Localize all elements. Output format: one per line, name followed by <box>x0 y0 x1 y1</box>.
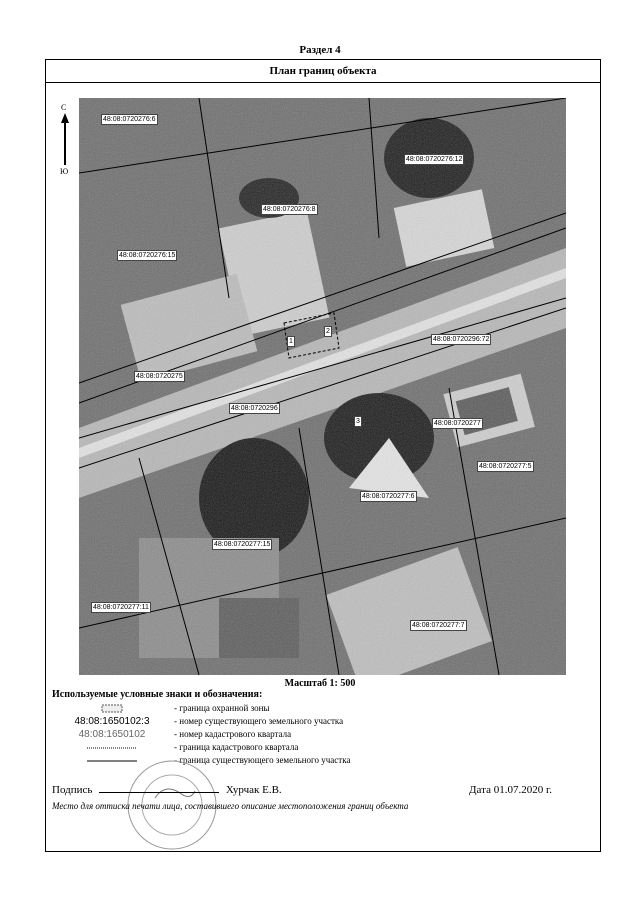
protection-zone-symbol <box>52 703 172 714</box>
compass <box>58 103 72 178</box>
compass-north-label: С <box>61 103 67 112</box>
document-date: Дата 01.07.2020 г. <box>469 784 552 796</box>
parcel-number-sample: 48:08:1650102:3 <box>74 716 150 727</box>
point-marker: 1 <box>289 338 293 345</box>
map-label: 48:08:0720277:15 <box>214 541 271 548</box>
map-label: 48:08:0720276:12 <box>406 156 463 163</box>
stamp-note: Место для оттиска печати лица, составившего описание местоположения границ объекта <box>52 801 409 811</box>
aerial-map <box>79 98 566 675</box>
map-label: 48:08:0720296 <box>231 405 278 412</box>
map-label: 48:08:0720276:6 <box>103 116 156 123</box>
map-label: 48:08:0720277:11 <box>93 604 149 611</box>
map-label: 48:08:0720277:5 <box>479 463 532 470</box>
map-label: 48:08:0720276:15 <box>119 252 176 259</box>
signature-line <box>99 792 219 793</box>
legend-title: Используемые условные знаки и обозначения: <box>52 689 263 700</box>
map-image <box>79 98 566 675</box>
north-arrow-icon <box>58 113 72 173</box>
signer-name: Хурчак Е.В. <box>225 784 282 796</box>
section-heading: Раздел 4 <box>299 44 341 56</box>
map-label: 48:08:0720277:7 <box>412 622 465 629</box>
point-marker: 3 <box>356 418 360 425</box>
map-label: 48:08:0720296:72 <box>433 336 490 343</box>
signature-row <box>52 784 552 796</box>
point-marker: 2 <box>326 328 330 335</box>
compass-south-label: Ю <box>60 167 69 176</box>
quarter-boundary-symbol <box>52 742 172 753</box>
map-label: 48:08:0720275 <box>136 373 183 380</box>
map-scale: Масштаб 1: 500 <box>284 678 356 689</box>
map-label: 48:08:0720276:8 <box>263 206 316 213</box>
map-label: 48:08:0720277 <box>434 420 481 427</box>
signature-label: Подпись <box>52 784 93 796</box>
map-label: 48:08:0720277:6 <box>362 493 415 500</box>
plan-title: План границ объекта <box>46 60 600 83</box>
quarter-number-sample: 48:08:1650102 <box>78 729 146 740</box>
